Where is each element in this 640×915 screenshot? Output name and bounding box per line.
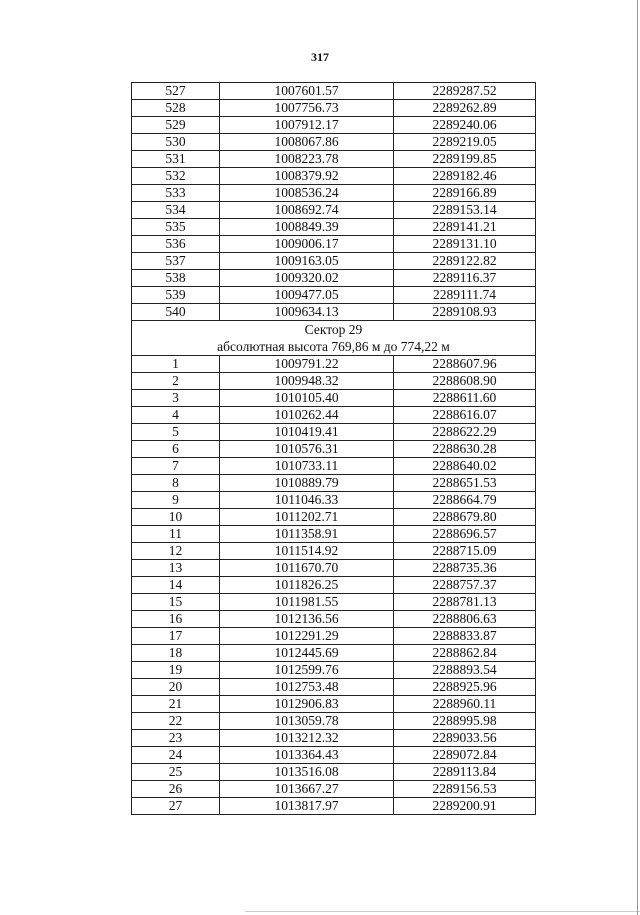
point-number-cell: 7 bbox=[132, 458, 220, 475]
y-coordinate-cell: 2289240.06 bbox=[394, 117, 536, 134]
point-number-cell: 528 bbox=[132, 100, 220, 117]
y-coordinate-cell: 2289108.93 bbox=[394, 304, 536, 321]
x-coordinate-cell: 1009791.22 bbox=[220, 356, 394, 373]
y-coordinate-cell: 2289113.84 bbox=[394, 764, 536, 781]
y-coordinate-cell: 2288925.96 bbox=[394, 679, 536, 696]
rows-before-group bbox=[132, 83, 536, 321]
y-coordinate-cell: 2289219.05 bbox=[394, 134, 536, 151]
x-coordinate-cell: 1010105.40 bbox=[220, 390, 394, 407]
x-coordinate-cell: 1010733.11 bbox=[220, 458, 394, 475]
y-coordinate-cell: 2289156.53 bbox=[394, 781, 536, 798]
point-number-cell: 15 bbox=[132, 594, 220, 611]
table-row bbox=[132, 764, 536, 781]
x-coordinate-cell: 1011670.70 bbox=[220, 560, 394, 577]
table-row bbox=[132, 236, 536, 253]
y-coordinate-cell: 2289072.84 bbox=[394, 747, 536, 764]
rows-after-group bbox=[132, 356, 536, 815]
table-row bbox=[132, 543, 536, 560]
table-row bbox=[132, 696, 536, 713]
y-coordinate-cell: 2288696.57 bbox=[394, 526, 536, 543]
x-coordinate-cell: 1012445.69 bbox=[220, 645, 394, 662]
x-coordinate-cell: 1009006.17 bbox=[220, 236, 394, 253]
table-row bbox=[132, 662, 536, 679]
point-number-cell: 536 bbox=[132, 236, 220, 253]
table-row bbox=[132, 441, 536, 458]
x-coordinate-cell: 1011826.25 bbox=[220, 577, 394, 594]
point-number-cell: 13 bbox=[132, 560, 220, 577]
x-coordinate-cell: 1012599.76 bbox=[220, 662, 394, 679]
y-coordinate-cell: 2288960.11 bbox=[394, 696, 536, 713]
y-coordinate-cell: 2288735.36 bbox=[394, 560, 536, 577]
x-coordinate-cell: 1009320.02 bbox=[220, 270, 394, 287]
point-number-cell: 6 bbox=[132, 441, 220, 458]
table-row bbox=[132, 373, 536, 390]
x-coordinate-cell: 1011202.71 bbox=[220, 509, 394, 526]
point-number-cell: 2 bbox=[132, 373, 220, 390]
point-number-cell: 3 bbox=[132, 390, 220, 407]
table-row bbox=[132, 117, 536, 134]
point-number-cell: 16 bbox=[132, 611, 220, 628]
point-number-cell: 533 bbox=[132, 185, 220, 202]
table-row bbox=[132, 134, 536, 151]
point-number-cell: 8 bbox=[132, 475, 220, 492]
section-header-row bbox=[132, 321, 536, 356]
point-number-cell: 18 bbox=[132, 645, 220, 662]
section-header-cell bbox=[132, 321, 536, 356]
y-coordinate-cell: 2288862.84 bbox=[394, 645, 536, 662]
x-coordinate-cell: 1008067.86 bbox=[220, 134, 394, 151]
point-number-cell: 26 bbox=[132, 781, 220, 798]
y-coordinate-cell: 2289153.14 bbox=[394, 202, 536, 219]
x-coordinate-cell: 1011358.91 bbox=[220, 526, 394, 543]
coordinates-table bbox=[131, 82, 536, 815]
x-coordinate-cell: 1010419.41 bbox=[220, 424, 394, 441]
x-coordinate-cell: 1011981.55 bbox=[220, 594, 394, 611]
point-number-cell: 529 bbox=[132, 117, 220, 134]
point-number-cell: 539 bbox=[132, 287, 220, 304]
table-row bbox=[132, 287, 536, 304]
x-coordinate-cell: 1013059.78 bbox=[220, 713, 394, 730]
point-number-cell: 5 bbox=[132, 424, 220, 441]
point-number-cell: 532 bbox=[132, 168, 220, 185]
y-coordinate-cell: 2288611.60 bbox=[394, 390, 536, 407]
scan-right-edge bbox=[637, 0, 638, 915]
table-row bbox=[132, 594, 536, 611]
page-number: 317 bbox=[311, 50, 329, 64]
section-header-group bbox=[132, 321, 536, 356]
point-number-cell: 17 bbox=[132, 628, 220, 645]
x-coordinate-cell: 1008692.74 bbox=[220, 202, 394, 219]
point-number-cell: 11 bbox=[132, 526, 220, 543]
x-coordinate-cell: 1012906.83 bbox=[220, 696, 394, 713]
table-row bbox=[132, 560, 536, 577]
table-row bbox=[132, 151, 536, 168]
y-coordinate-cell: 2288757.37 bbox=[394, 577, 536, 594]
point-number-cell: 14 bbox=[132, 577, 220, 594]
point-number-cell: 1 bbox=[132, 356, 220, 373]
x-coordinate-cell: 1010576.31 bbox=[220, 441, 394, 458]
scan-bottom-edge bbox=[245, 911, 640, 912]
point-number-cell: 10 bbox=[132, 509, 220, 526]
table-row bbox=[132, 356, 536, 373]
y-coordinate-cell: 2288622.29 bbox=[394, 424, 536, 441]
table-row bbox=[132, 185, 536, 202]
point-number-cell: 25 bbox=[132, 764, 220, 781]
table-row bbox=[132, 509, 536, 526]
x-coordinate-cell: 1012291.29 bbox=[220, 628, 394, 645]
table-row bbox=[132, 219, 536, 236]
y-coordinate-cell: 2288833.87 bbox=[394, 628, 536, 645]
x-coordinate-cell: 1008849.39 bbox=[220, 219, 394, 236]
table-row bbox=[132, 407, 536, 424]
x-coordinate-cell: 1008223.78 bbox=[220, 151, 394, 168]
y-coordinate-cell: 2288616.07 bbox=[394, 407, 536, 424]
x-coordinate-cell: 1013212.32 bbox=[220, 730, 394, 747]
point-number-cell: 23 bbox=[132, 730, 220, 747]
x-coordinate-cell: 1007756.73 bbox=[220, 100, 394, 117]
table-row bbox=[132, 390, 536, 407]
point-number-cell: 535 bbox=[132, 219, 220, 236]
y-coordinate-cell: 2288664.79 bbox=[394, 492, 536, 509]
table-row bbox=[132, 475, 536, 492]
x-coordinate-cell: 1013817.97 bbox=[220, 798, 394, 815]
table-row bbox=[132, 798, 536, 815]
y-coordinate-cell: 2288607.96 bbox=[394, 356, 536, 373]
point-number-cell: 4 bbox=[132, 407, 220, 424]
x-coordinate-cell: 1011046.33 bbox=[220, 492, 394, 509]
table-row bbox=[132, 83, 536, 100]
point-number-cell: 24 bbox=[132, 747, 220, 764]
point-number-cell: 530 bbox=[132, 134, 220, 151]
y-coordinate-cell: 2289131.10 bbox=[394, 236, 536, 253]
table-row bbox=[132, 492, 536, 509]
table-row bbox=[132, 270, 536, 287]
y-coordinate-cell: 2288651.53 bbox=[394, 475, 536, 492]
y-coordinate-cell: 2289166.89 bbox=[394, 185, 536, 202]
point-number-cell: 21 bbox=[132, 696, 220, 713]
y-coordinate-cell: 2289200.91 bbox=[394, 798, 536, 815]
x-coordinate-cell: 1008536.24 bbox=[220, 185, 394, 202]
table-row bbox=[132, 679, 536, 696]
y-coordinate-cell: 2288679.80 bbox=[394, 509, 536, 526]
point-number-cell: 20 bbox=[132, 679, 220, 696]
x-coordinate-cell: 1008379.92 bbox=[220, 168, 394, 185]
x-coordinate-cell: 1010262.44 bbox=[220, 407, 394, 424]
y-coordinate-cell: 2288995.98 bbox=[394, 713, 536, 730]
point-number-cell: 19 bbox=[132, 662, 220, 679]
x-coordinate-cell: 1007912.17 bbox=[220, 117, 394, 134]
point-number-cell: 22 bbox=[132, 713, 220, 730]
y-coordinate-cell: 2288893.54 bbox=[394, 662, 536, 679]
table-row bbox=[132, 611, 536, 628]
y-coordinate-cell: 2289182.46 bbox=[394, 168, 536, 185]
y-coordinate-cell: 2289111.74 bbox=[394, 287, 536, 304]
table-row bbox=[132, 458, 536, 475]
x-coordinate-cell: 1009477.05 bbox=[220, 287, 394, 304]
point-number-cell: 538 bbox=[132, 270, 220, 287]
table-row bbox=[132, 577, 536, 594]
x-coordinate-cell: 1013364.43 bbox=[220, 747, 394, 764]
point-number-cell: 9 bbox=[132, 492, 220, 509]
y-coordinate-cell: 2289116.37 bbox=[394, 270, 536, 287]
point-number-cell: 531 bbox=[132, 151, 220, 168]
y-coordinate-cell: 2289141.21 bbox=[394, 219, 536, 236]
y-coordinate-cell: 2289199.85 bbox=[394, 151, 536, 168]
table-row bbox=[132, 645, 536, 662]
table-row bbox=[132, 747, 536, 764]
y-coordinate-cell: 2288630.28 bbox=[394, 441, 536, 458]
x-coordinate-cell: 1009948.32 bbox=[220, 373, 394, 390]
x-coordinate-cell: 1012136.56 bbox=[220, 611, 394, 628]
x-coordinate-cell: 1007601.57 bbox=[220, 83, 394, 100]
x-coordinate-cell: 1013667.27 bbox=[220, 781, 394, 798]
y-coordinate-cell: 2289287.52 bbox=[394, 83, 536, 100]
y-coordinate-cell: 2288608.90 bbox=[394, 373, 536, 390]
x-coordinate-cell: 1013516.08 bbox=[220, 764, 394, 781]
table-row bbox=[132, 168, 536, 185]
x-coordinate-cell: 1009163.05 bbox=[220, 253, 394, 270]
table-row bbox=[132, 628, 536, 645]
table-row bbox=[132, 424, 536, 441]
y-coordinate-cell: 2288640.02 bbox=[394, 458, 536, 475]
table-row bbox=[132, 730, 536, 747]
table-row bbox=[132, 781, 536, 798]
table-row bbox=[132, 100, 536, 117]
x-coordinate-cell: 1009634.13 bbox=[220, 304, 394, 321]
x-coordinate-cell: 1011514.92 bbox=[220, 543, 394, 560]
section-subtitle: абсолютная высота 769,86 м до 774,22 м bbox=[217, 339, 450, 354]
point-number-cell: 12 bbox=[132, 543, 220, 560]
point-number-cell: 534 bbox=[132, 202, 220, 219]
table-row bbox=[132, 713, 536, 730]
y-coordinate-cell: 2288806.63 bbox=[394, 611, 536, 628]
table-row bbox=[132, 202, 536, 219]
y-coordinate-cell: 2289033.56 bbox=[394, 730, 536, 747]
table-row bbox=[132, 304, 536, 321]
y-coordinate-cell: 2289262.89 bbox=[394, 100, 536, 117]
x-coordinate-cell: 1010889.79 bbox=[220, 475, 394, 492]
x-coordinate-cell: 1012753.48 bbox=[220, 679, 394, 696]
y-coordinate-cell: 2289122.82 bbox=[394, 253, 536, 270]
y-coordinate-cell: 2288715.09 bbox=[394, 543, 536, 560]
point-number-cell: 527 bbox=[132, 83, 220, 100]
section-title: Сектор 29 bbox=[304, 322, 363, 337]
table-row bbox=[132, 253, 536, 270]
point-number-cell: 540 bbox=[132, 304, 220, 321]
point-number-cell: 27 bbox=[132, 798, 220, 815]
point-number-cell: 537 bbox=[132, 253, 220, 270]
y-coordinate-cell: 2288781.13 bbox=[394, 594, 536, 611]
table-row bbox=[132, 526, 536, 543]
